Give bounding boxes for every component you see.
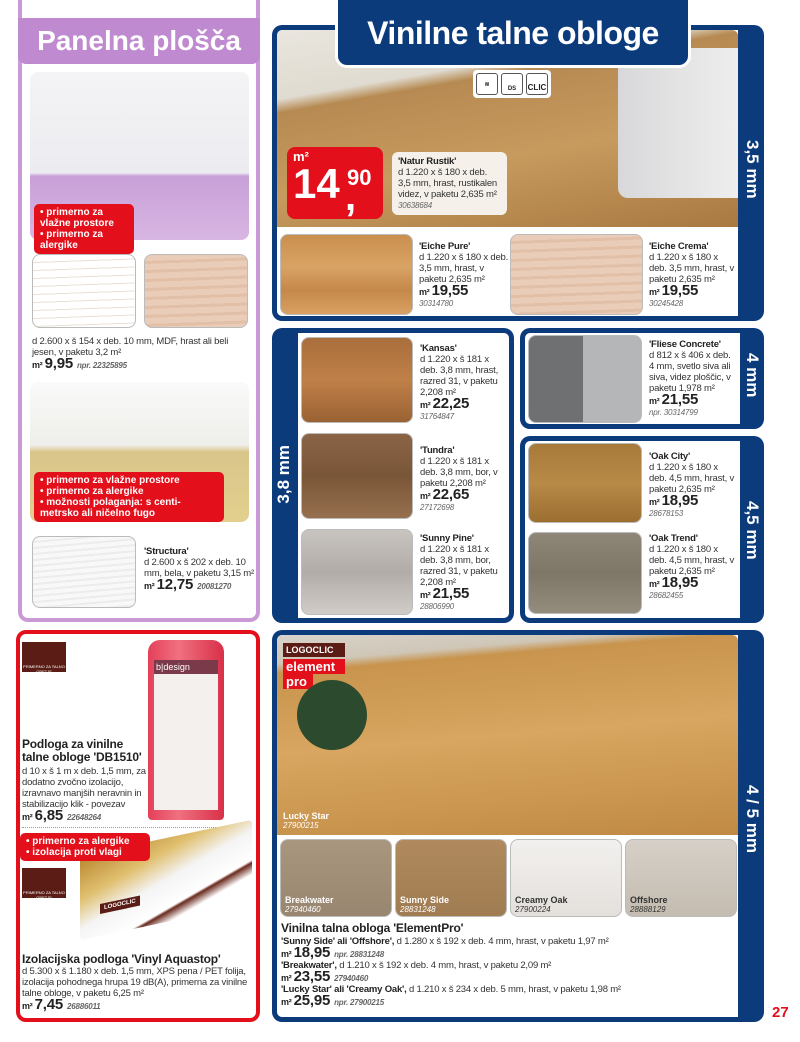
roll-brand: b|design (154, 660, 218, 674)
swatch-name: Sunny Side (400, 895, 450, 905)
product-desc: d 1.220 x š 180 x deb. 3,5 mm, hrast, rustikalen videz, v paketu 2,635 m² (398, 167, 498, 200)
hero-label (283, 811, 329, 830)
price-value: 6,85 (34, 807, 64, 824)
price (144, 576, 254, 593)
product-name: 'Structura' (144, 546, 189, 557)
unit: m² (420, 400, 431, 410)
product-code: 31764847 (420, 412, 454, 421)
armchair (297, 680, 367, 750)
swatch-offshore (625, 839, 737, 917)
feature-tags (34, 204, 134, 254)
hero-info (392, 152, 507, 215)
product-desc: d 1.220 x š 180 x deb. 4,5 mm, hrast, v paketu 2,635 m² (649, 544, 735, 577)
thickness-label: 4,5 mm (743, 501, 762, 560)
product-desc: d 10 x š 1 m x deb. 1,5 mm, za dodatno zvočno izolacijo, izravnavo manjših neravnin in stabilizacijo klik - povezav (22, 766, 146, 810)
swatch-name: Offshore (630, 895, 668, 905)
product-desc: d 1.220 x š 180 x deb. 3,5 mm, hrast, v paketu 2,635 m² (419, 252, 509, 285)
price-value: 19,55 (661, 282, 699, 299)
badge-text: PRIMERNO ZA TALNO GRETJE (23, 890, 65, 900)
swatch-breakwater (280, 839, 392, 917)
sofa (618, 48, 738, 198)
section-title: Vinilne talne obloge (367, 15, 659, 51)
panel-section (18, 0, 260, 622)
thickness-label: 4 mm (743, 353, 762, 398)
price (22, 807, 147, 824)
swatch-eiche-pure (280, 234, 413, 315)
swatch-structura (32, 536, 136, 608)
price-value: 22,65 (432, 486, 470, 503)
product-desc: d 1.220 x š 181 x deb. 3,8 mm, hrast, razred 31, v paketu 2,208 m² (420, 354, 499, 398)
page-number: 27 (772, 1004, 789, 1021)
product-desc: d 5.300 x š 1.180 x deb. 1,5 mm, XPS pena / PET folija, izolacija pohodnega hrupa 19 dB(A), primerna za vinilne talne obloge, v paketu 6,25 m² (22, 966, 248, 999)
product-info (22, 952, 258, 1012)
feature-tags (20, 833, 150, 861)
swatch-sunny-pine (301, 529, 413, 615)
swatch-code: 28888129 (630, 905, 666, 914)
product-code: 30638684 (398, 201, 432, 210)
price-value: 23,55 (293, 968, 331, 985)
floor-heating-badge (22, 868, 66, 898)
swatch-tundra (301, 433, 413, 519)
thickness-label: 3,5 mm (743, 140, 762, 199)
price-value: 18,95 (661, 492, 699, 509)
variant-line (281, 960, 736, 971)
price-value: 19,55 (431, 282, 469, 299)
unit: m² (419, 287, 430, 297)
price-value: 9,95 (44, 355, 74, 372)
elementpro-info (281, 921, 736, 1008)
product-code: 28678153 (649, 509, 683, 518)
product-info (420, 445, 508, 513)
product-desc: d 1.220 x š 180 x deb. 4,5 mm, hrast, v paketu 2,635 m² (649, 462, 735, 495)
product-desc: d 1.220 x š 181 x deb. 3,8 mm, bor, razred 31, v paketu 2,208 m² (420, 544, 498, 588)
swatch-white-ash (32, 254, 136, 328)
unit: m² (420, 491, 431, 501)
swatch-name: Creamy Oak (515, 895, 568, 905)
tag: • izolacija proti vlagi (26, 847, 122, 858)
product-info (649, 533, 737, 601)
price-dec: 90 (347, 165, 372, 190)
swatch-code: 28831248 (400, 905, 436, 914)
unit: m² (649, 396, 660, 406)
swatch-kansas (301, 337, 413, 423)
price-value: 12,75 (156, 576, 194, 593)
product-desc: d 1.220 x š 181 x deb. 3,8 mm, bor, v paketu 2,208 m² (420, 456, 498, 489)
product-name: 'Oak City' (649, 451, 691, 462)
product-name: 'Natur Rustik' (398, 156, 457, 167)
product-desc: d 1.220 x š 180 x deb. 3,5 mm, hrast, v paketu 2,635 m² (649, 252, 735, 285)
price-value: 22,25 (432, 395, 470, 412)
product-info (649, 451, 737, 519)
section-3-5mm (272, 25, 764, 321)
panel-title-banner (18, 18, 260, 64)
tag: • primerno za vlažne prostore (40, 207, 114, 229)
product-name: 'Sunny Pine' (420, 533, 474, 544)
product-code: 22648264 (66, 813, 101, 822)
price (22, 996, 258, 1013)
unit: m² (649, 287, 660, 297)
swatch-fliese-concrete (528, 335, 642, 423)
price-value: 21,55 (661, 391, 699, 408)
price-value: 21,55 (432, 585, 470, 602)
brand-name: LOGOCLIC (283, 643, 345, 657)
swatch-code: 27900224 (515, 905, 551, 914)
product-code: npr. 30314799 (649, 408, 698, 417)
product-code: 27900215 (283, 821, 319, 830)
price-value: 18,95 (661, 574, 699, 591)
product-name: 'Kansas' (420, 343, 457, 354)
product-info (420, 343, 508, 422)
swatch-oak-city (528, 443, 642, 523)
tag: • primerno za alergike (26, 836, 130, 847)
unit: m² (281, 949, 292, 959)
price (32, 355, 247, 372)
price-int: 14 (293, 160, 340, 207)
section-4-5mm (520, 436, 764, 623)
swatch-oak (144, 254, 248, 328)
product-info (649, 241, 737, 309)
swatch-name: Breakwater (285, 895, 334, 905)
product-info (22, 738, 147, 823)
unit: m² (420, 590, 431, 600)
floor-heating-icon: ≋ (476, 73, 498, 95)
product-info (144, 546, 254, 592)
section-elementpro (272, 630, 764, 1022)
product-name: Podloga za vinilne talne obloge 'DB1510' (22, 737, 142, 764)
unit: m² (22, 812, 33, 822)
feature-icons (473, 70, 551, 98)
product-code: 30245428 (649, 299, 683, 308)
product-info (420, 533, 508, 612)
brand-sub: pro (283, 674, 313, 689)
product-info (419, 241, 509, 309)
badge-text: PRIMERNO ZA TALNO GRETJE (23, 664, 65, 674)
section-4mm (520, 328, 764, 429)
unit: m² (281, 973, 292, 983)
product-name: 'Eiche Pure' (419, 241, 471, 252)
product-code: 20081270 (197, 582, 232, 591)
tag: • primerno za alergike (40, 229, 103, 251)
product-code: 30314780 (419, 299, 453, 308)
swatch-oak-trend (528, 532, 642, 614)
swatch-eiche-crema (510, 234, 643, 315)
product-code: npr. 22325895 (76, 361, 127, 370)
elementpro-room-photo (277, 635, 738, 835)
product-desc: d 812 x š 406 x deb. 4 mm, svetlo siva ali siva, videz ploščic, v paketu 1,978 m² (649, 350, 731, 394)
unit: m² (144, 581, 155, 591)
product-name: Lucky Star (283, 811, 330, 821)
unit: m² (281, 997, 292, 1007)
price-value: 18,95 (293, 944, 331, 961)
unit: m² (293, 149, 309, 164)
product-name: 'Eiche Crema' (649, 241, 709, 252)
product-desc: d 2.600 x š 202 x deb. 10 mm, bela, v paketu 3,15 m² (144, 557, 254, 579)
section-title-banner (335, 0, 691, 68)
section-3-8mm (272, 328, 514, 623)
swatch-sunny-side (395, 839, 507, 917)
product-code: 28682455 (649, 591, 683, 600)
price-value: 25,95 (293, 992, 331, 1009)
ds-icon (501, 73, 523, 95)
variant-desc: d 1.280 x š 192 x deb. 4 mm, hrast, v paketu 1,97 m² (394, 936, 609, 947)
floor-heating-badge (22, 642, 66, 672)
tag: • primerno za alergike (40, 486, 144, 497)
thickness-label: 3,8 mm (274, 445, 293, 504)
product-name: 'Fliese Concrete' (649, 339, 721, 350)
product-code: 27172698 (420, 503, 454, 512)
ds-label: DS (507, 86, 517, 92)
variant-name: 'Lucky Star' ali 'Creamy Oak', (281, 984, 407, 995)
product-title: Vinilna talna obloga 'ElementPro' (281, 921, 464, 935)
section-title: Panelna plošča (37, 25, 241, 56)
tag: • primerno za vlažne prostore (40, 475, 180, 486)
product-code: 27940460 (334, 974, 369, 983)
tag: • možnosti polaganja: s centi-metrsko ali ničelno fugo (40, 497, 181, 519)
unit: m² (649, 579, 660, 589)
underlay-section (16, 630, 260, 1022)
variant-name: 'Breakwater', (281, 960, 337, 971)
clic-label: CLIC (527, 83, 547, 92)
swatch-creamy-oak (510, 839, 622, 917)
variant-line (281, 936, 736, 947)
product-code: 26886011 (66, 1002, 101, 1011)
unit: m² (649, 497, 660, 507)
variant-desc: d 1.210 x š 234 x deb. 5 mm, hrast, v paketu 1,98 m² (406, 984, 621, 995)
variant-name: 'Sunny Side' ali 'Offshore', (281, 936, 395, 947)
product-code: 28806990 (420, 602, 454, 611)
product-info (32, 336, 247, 371)
product-name: Izolacijska podloga 'Vinyl Aquastop' (22, 952, 221, 966)
price-comma: , (345, 175, 357, 219)
price-value: 7,45 (34, 996, 64, 1013)
variant-desc: d 1.210 x š 192 x deb. 4 mm, hrast, v paketu 2,09 m² (336, 960, 552, 971)
box-brand: LOGOCLIC (100, 896, 140, 914)
clic-icon (526, 73, 548, 95)
unit: m² (32, 360, 43, 370)
thickness-label: 4 / 5 mm (743, 785, 762, 854)
feature-tags (34, 472, 224, 522)
price-badge (287, 147, 383, 219)
product-name: 'Oak Trend' (649, 533, 698, 544)
variant-line (281, 984, 736, 995)
product-desc: d 2.600 x š 154 x deb. 10 mm, MDF, hrast ali beli jesen, v paketu 3,2 m² (32, 336, 229, 358)
product-code: npr. 28831248 (334, 950, 385, 959)
product-code: npr. 27900215 (334, 998, 385, 1007)
product-name: 'Tundra' (420, 445, 455, 456)
underlay-roll-image (148, 640, 224, 820)
unit: m² (22, 1001, 33, 1011)
swatch-code: 27940460 (285, 905, 321, 914)
brand-sub: element (283, 659, 345, 674)
product-info (649, 339, 737, 418)
